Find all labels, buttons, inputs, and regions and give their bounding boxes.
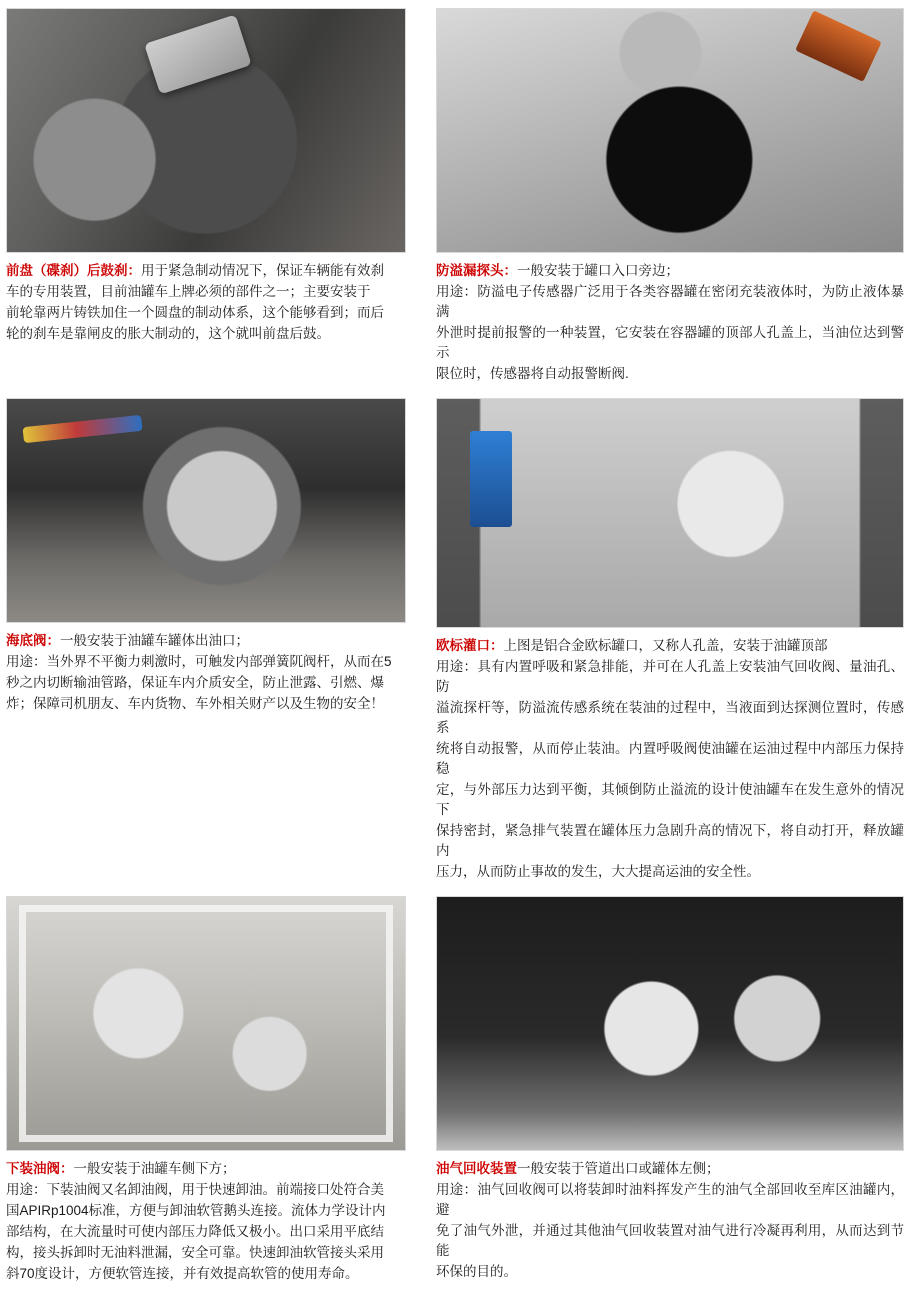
row-spacer (6, 384, 406, 398)
item-line: 用途：油气回收阀可以将装卸时油料挥发产生的油气全部回收至库区油罐内，避 (436, 1182, 904, 1217)
section-front-disc-rear-drum-brake (6, 8, 406, 384)
item-line: 轮的刹车是靠闸皮的胀大制动的，这个就叫前盘后鼓。 (6, 326, 330, 341)
item-line: 一般安装于罐口入口旁边； (517, 263, 679, 278)
item-line: 一般安装于管道出口或罐体左侧； (517, 1161, 720, 1176)
item-line: 用途：具有内置呼吸和紧急排能，并可在人孔盖上安装油气回收阀、量油孔、防 (436, 659, 904, 694)
item-line: 统将自动报警，从而停止装油。内置呼吸阀使油罐在运油过程中内部压力保持稳 (436, 741, 904, 776)
caption-front-disc-rear-drum-brake (6, 261, 406, 344)
item-line: 定，与外部压力达到平衡，其倾倒防止溢流的设计使油罐车在发生意外的情况下 (436, 782, 904, 817)
item-line: 一般安装于油罐车罐体出油口； (60, 633, 249, 648)
photo-euro-standard-filling-port (436, 398, 904, 628)
item-line: 用于紧急制动情况下，保证车辆能有效刹 (141, 263, 384, 278)
item-line: 用途：当外界不平衡力刺激时，可触发内部弹簧阢阀杆，从而在5 (6, 654, 392, 669)
section-vapor-recovery-device (436, 896, 904, 1284)
photo-anti-overflow-probe (436, 8, 904, 253)
item-title: 前盘（碟刹）后鼓刹 (6, 263, 128, 278)
item-title-separator: ： (46, 633, 60, 648)
item-line: 构，接头拆卸时无油料泄漏，安全可靠。快速卸油软管接头采用 (6, 1245, 384, 1260)
item-title: 欧标灌口 (436, 638, 490, 653)
item-title: 海底阀 (6, 633, 47, 648)
item-line: 斜70度设计，方便软管连接，并有效提高软管的使用寿命。 (6, 1266, 359, 1281)
caption-euro-standard-filling-port (436, 636, 904, 882)
photo-bottom-valve (6, 398, 406, 623)
row-spacer (6, 882, 406, 896)
section-bottom-loading-valve (6, 896, 406, 1284)
item-line: 炸；保障司机朋友、车内货物、车外相关财产以及生物的安全！ (6, 696, 384, 711)
content-grid (6, 8, 904, 1284)
caption-anti-overflow-probe (436, 261, 904, 384)
item-title-separator: ： (127, 263, 141, 278)
item-line: 免了油气外泄，并通过其他油气回收装置对油气进行冷凝再利用，从而达到节能 (436, 1223, 904, 1258)
item-line: 车的专用装置，目前油罐车上牌必须的部件之一；主要安装于 (6, 284, 371, 299)
caption-vapor-recovery-device (436, 1159, 904, 1282)
item-line: 环保的目的。 (436, 1264, 517, 1279)
caption-bottom-valve (6, 631, 406, 714)
item-line: 外泄时提前报警的一种装置，它安装在容器罐的顶部人孔盖上，当油位达到警示 (436, 325, 904, 360)
caption-bottom-loading-valve (6, 1159, 406, 1284)
item-title-separator: ： (490, 638, 504, 653)
photo-front-disc-rear-drum-brake (6, 8, 406, 253)
item-line: 限位时，传感器将自动报警断阀. (436, 366, 629, 381)
item-line: 部结构，在大流量时可使内部压力降低又极小。出口采用平底结 (6, 1224, 384, 1239)
item-line: 前轮靠两片铸铁加住一个圆盘的制动体系，这个能够看到；而后 (6, 305, 384, 320)
item-line: 一般安装于油罐车侧下方； (73, 1161, 236, 1176)
item-title-separator: ： (503, 263, 517, 278)
item-title: 防溢漏探头 (436, 263, 504, 278)
photo-bottom-loading-valve (6, 896, 406, 1151)
item-title: 下装油阀 (6, 1161, 60, 1176)
item-line: 上图是铝合金欧标罐口，又称人孔盖，安装于油罐顶部 (503, 638, 828, 653)
item-line: 溢流探杆等，防溢流传感系统在装油的过程中，当液面到达探测位置时，传感系 (436, 700, 904, 735)
section-anti-overflow-probe (436, 8, 904, 384)
photo-vapor-recovery-device (436, 896, 904, 1151)
row-spacer (436, 882, 904, 896)
item-title: 油气回收装置 (436, 1161, 517, 1176)
item-line: 国APIRp1004标准，方便与卸油软管鹅头连接。流体力学设计内 (6, 1203, 386, 1218)
item-line: 用途：防溢电子传感器广泛用于各类容器罐在密闭充装液体时，为防止液体暴满 (436, 284, 904, 319)
row-spacer (436, 384, 904, 398)
section-bottom-valve (6, 398, 406, 882)
section-euro-standard-filling-port (436, 398, 904, 882)
item-title-separator: ： (60, 1161, 74, 1176)
item-line: 压力，从而防止事故的发生，大大提高运油的安全性。 (436, 864, 760, 879)
item-line: 保持密封，紧急排气装置在罐体压力急剧升高的情况下，将自动打开，释放罐内 (436, 823, 904, 858)
item-line: 用途：下装油阀又名卸油阀，用于快速卸油。前端接口处符合美 (6, 1182, 384, 1197)
item-line: 秒之内切断输油管路，保证车内介质安全，防止泄露、引燃、爆 (6, 675, 384, 690)
